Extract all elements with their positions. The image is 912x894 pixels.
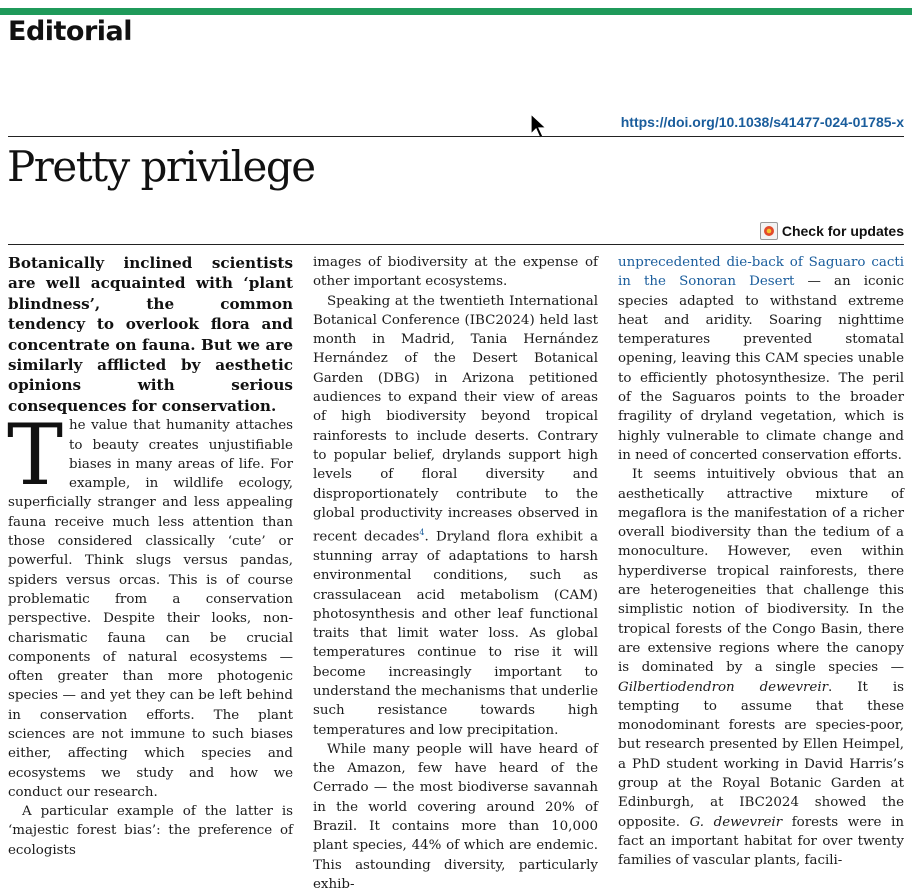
paragraph: A particular example of the latter is ‘majestic forest bias’: the preference of ecologists — [8, 804, 293, 858]
check-for-updates-label: Check for updates — [781, 223, 904, 239]
saguaro-link[interactable]: unprecedented die-back of Saguaro cacti in the Sonoran Desert — [618, 255, 904, 290]
check-for-updates-button[interactable] — [760, 222, 904, 240]
check-for-updates-icon — [760, 222, 778, 240]
paragraph: unprecedented die-back of Saguaro cacti in the Sonoran Desert — an iconic species adapted to withstand extreme heat and aridity. Soaring nighttime temperatures prevented stomatal opening, leaving this CAM species unable to efficiently photosynthesize. The peril of the Saguaros points to the broader fragility of dryland vegetation, which is highly vulnerable to climate change and in need of concerted conservation efforts. — [618, 255, 904, 463]
reference-link[interactable]: 4 — [419, 528, 425, 538]
header-rule — [8, 136, 904, 137]
paragraph: The value that humanity attaches to beauty creates unjustifiable biases in many areas of life. For example, in wildlife ecology, superficially stranger and less appealing fauna receive much less attention than those considered classically ‘cute’ or powerful. Think slugs versus pandas, spiders versus orcas. This is of course problematic from a conservation perspective. Despite their looks, non-charismatic fauna can be crucial components of natural ecosystems — often greater than more photogenic species — and yet they can be left behind in conservation efforts. The plant sciences are not immune to such biases either, affecting which species and ecosystems we study and how we conduct our research. — [7, 406, 293, 800]
species-name: Gilbertiodendron dewevreir — [618, 679, 829, 695]
column-1 — [8, 253, 293, 860]
paragraph: It seems intuitively obvious that an aesthetically attractive mixture of megaflora is the manifestation of a richer overall biodiversity than the tedium of a monoculture. However, even within hyperdiverse tropical rainforests, there are heterogeneities that challenge this simplistic notion of biodiversity. In the tropical forests of the Congo Basin, there are extensive regions where the canopy is dominated by a single species — Gilbertiodendron dewevreir. It is tempting to assume that these monodominant forests are species-poor, but research presented by Ellen Heimpel, a PhD student working in David Harris’s group at the Royal Botanic Garden at Edinburgh, at IBC2024 showed the opposite. G. dewevreir forests were in fact an important habitat for over twenty families of vascular plants, facili- — [618, 467, 904, 869]
drop-cap: T — [7, 406, 64, 505]
column-3 — [618, 253, 904, 871]
paragraph: While many people will have heard of the Amazon, few have heard of the Cerrado — the most biodiverse savannah in the world covering around 20% of Brazil. It contains more than 10,000 plant species, 44% of which are endemic. This astounding diversity, particularly exhib- — [313, 741, 598, 892]
species-name: G. dewevreir — [689, 814, 783, 830]
journal-color-bar — [0, 8, 912, 15]
body-rule — [8, 244, 904, 245]
article-title: Pretty privilege — [7, 142, 315, 191]
standfirst: Botanically inclined scientists are well acquainted with ‘plant blindness’, the common tendency to overlook flora and concentrate on fauna. But we are similarly afflicted by aesthetic opinions with serious consequences for conservation. — [8, 254, 293, 415]
paragraph: Speaking at the twentieth International Botanical Conference (IBC2024) held last month in Madrid, Tania Hernández Hernández of the Desert Botanical Garden (DBG) in Arizona petitioned audiences to expand their view of areas of high biodiversity beyond tropical rainforests to include deserts. Contrary to popular belief, drylands support high levels of floral diversity and disproportionately contribute to the global productivity increases observed in recent decades$^4$. Dryland flora exhibit a stunning array of adaptations to harsh environmental conditions, such as crassulacean acid metabolism (CAM) photosynthesis and other leaf functional traits that limit water loss. As global temperatures continue to rise it will become increasingly important to understand the mechanisms that underlie such resistance towards high temperatures and low precipitation. — [313, 293, 598, 738]
section-label: Editorial — [8, 16, 133, 47]
paragraph: images of biodiversity at the expense of other important ecosystems. — [313, 255, 598, 290]
doi-link[interactable]: https://doi.org/10.1038/s41477-024-01785-x — [620, 114, 904, 130]
column-2 — [313, 253, 598, 894]
